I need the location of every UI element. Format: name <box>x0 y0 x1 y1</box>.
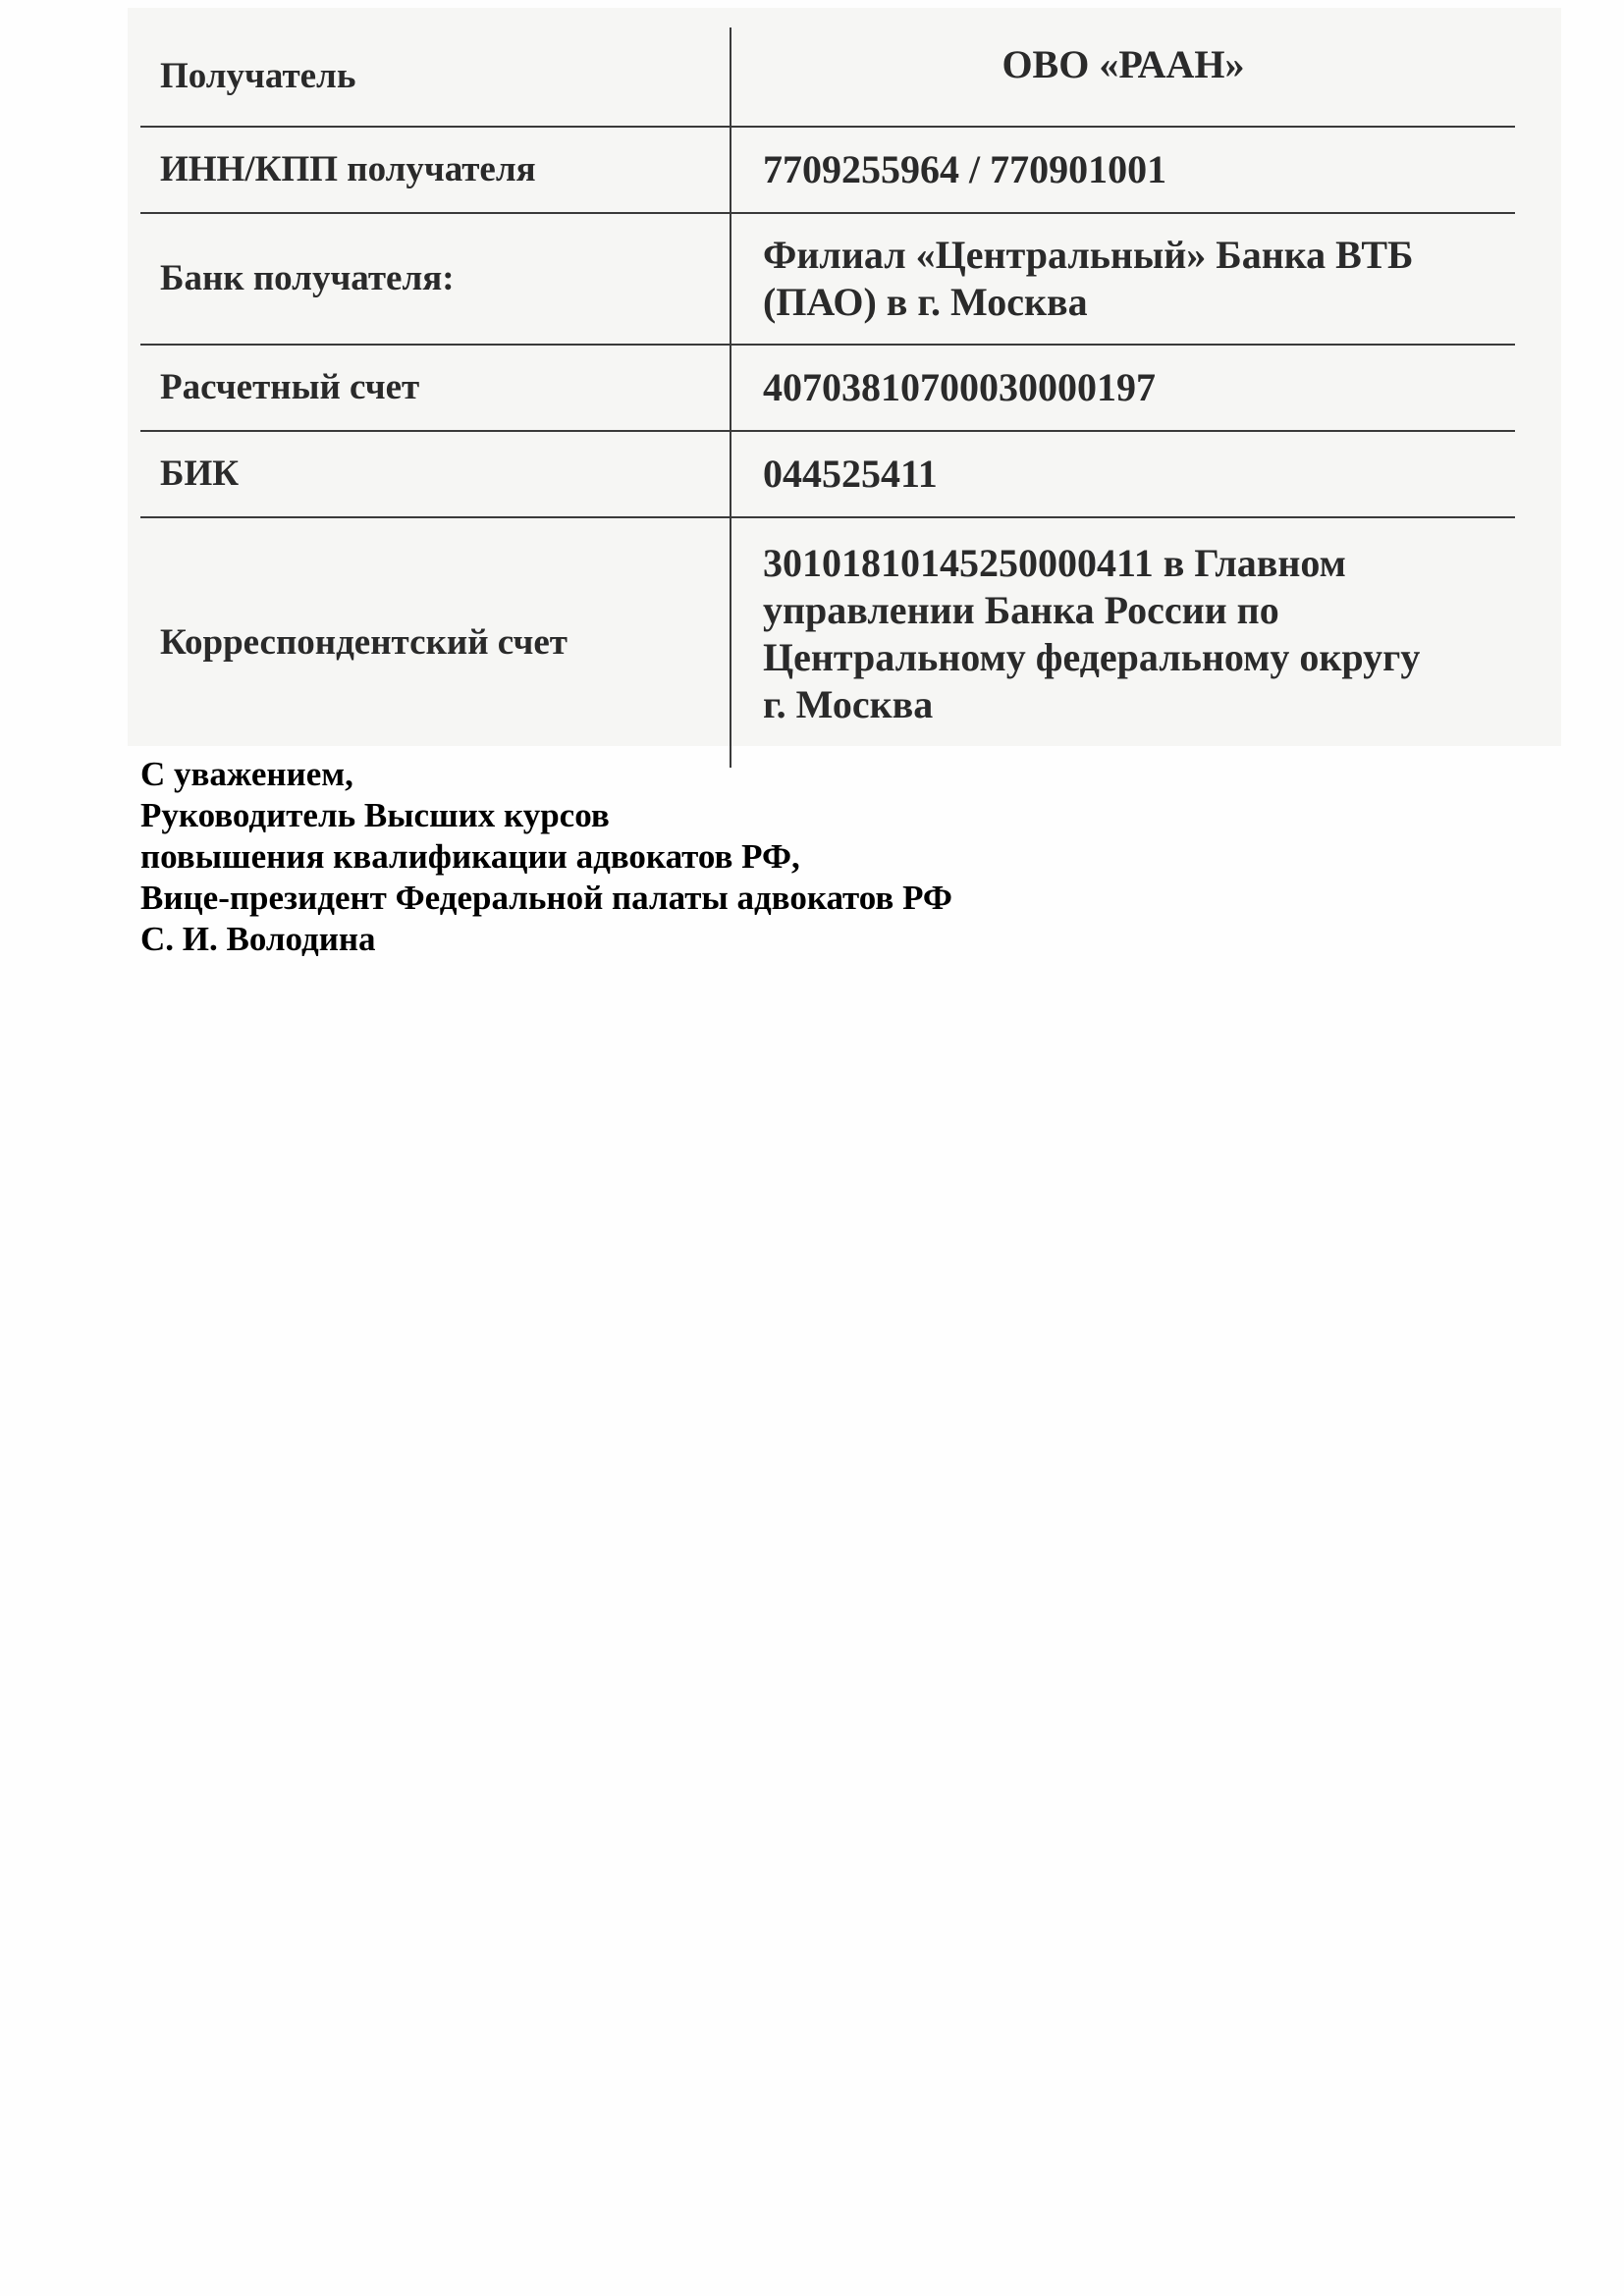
account-label: Расчетный счет <box>140 345 731 431</box>
bik-label: БИК <box>140 431 731 517</box>
signature-greeting: С уважением, <box>140 755 353 793</box>
correspondent-account-value <box>731 517 1515 768</box>
table-row-bik <box>140 431 1515 517</box>
inn-kpp-value: 7709255964 / 770901001 <box>731 127 1515 213</box>
table-row-bank <box>140 213 1515 345</box>
table-row-correspondent-account <box>140 517 1515 768</box>
recipient-value: ОВО «РААН» <box>731 27 1515 127</box>
correspondent-value-line: управлении Банка России по <box>763 588 1279 632</box>
signature-name: С. И. Володина <box>140 920 376 958</box>
correspondent-value-line: 30101810145250000411 в Главном <box>763 541 1346 585</box>
correspondent-value-line: г. Москва <box>763 682 934 726</box>
bank-value-line: Филиал «Центральный» Банка ВТБ <box>763 233 1414 277</box>
bank-value <box>731 213 1515 345</box>
signature-block <box>140 754 952 960</box>
bank-label: Банк получателя: <box>140 213 731 345</box>
inn-kpp-label: ИНН/КПП получателя <box>140 127 731 213</box>
bank-value-line: (ПАО) в г. Москва <box>763 280 1088 324</box>
table-row-account <box>140 345 1515 431</box>
correspondent-account-label: Корреспондентский счет <box>140 517 731 768</box>
table-row-recipient <box>140 27 1515 127</box>
signature-position-line: повышения квалификации адвокатов РФ, <box>140 837 800 876</box>
signature-position-line: Вице-президент Федеральной палаты адвокатов РФ <box>140 879 952 917</box>
signature-position-line: Руководитель Высших курсов <box>140 796 610 834</box>
correspondent-value-line: Центральному федеральному округу <box>763 635 1421 679</box>
recipient-label: Получатель <box>140 27 731 127</box>
table-row-inn-kpp <box>140 127 1515 213</box>
account-value: 40703810700030000197 <box>731 345 1515 431</box>
bank-requisites-table <box>140 27 1515 768</box>
bik-value: 044525411 <box>731 431 1515 517</box>
